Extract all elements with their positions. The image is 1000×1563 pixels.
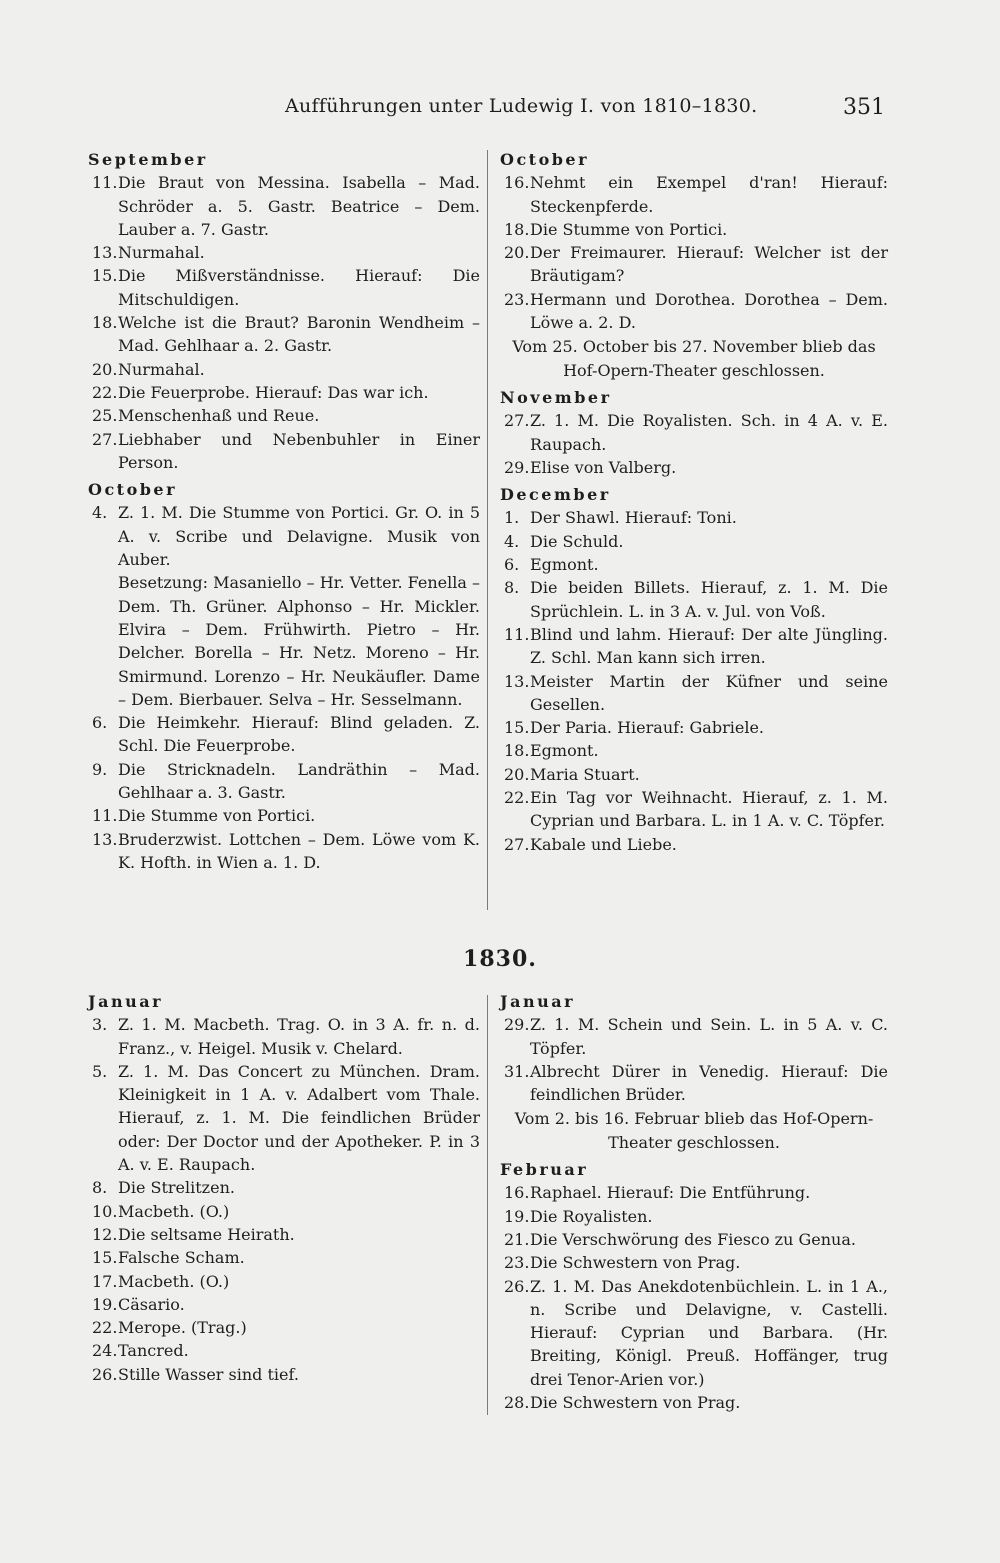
date-number: 13. xyxy=(92,243,118,263)
section1-left-column xyxy=(88,148,480,874)
month-heading: September xyxy=(88,150,208,169)
entry-text: Der Shawl. Hierauf: Toni. xyxy=(530,508,737,528)
performance-entry xyxy=(500,1228,888,1251)
entry-text: Stille Wasser sind tief. xyxy=(118,1364,299,1384)
month-heading: November xyxy=(500,387,612,407)
entry-text: Die Stumme von Portici. xyxy=(118,806,316,826)
performance-entry xyxy=(500,833,888,856)
performance-entry xyxy=(500,716,888,739)
date-number: 25. xyxy=(92,406,118,426)
running-header: Aufführungen unter Ludewig I. von 1810–1830. xyxy=(285,95,758,117)
date-number: 11. xyxy=(92,806,118,826)
entry-text: Die Heimkehr. Hierauf: Blind geladen. Z. Schl. Die Feuerprobe. xyxy=(118,713,480,756)
entry-text: Bruderzwist. Lottchen – Dem. Löwe vom K. K. Hofth. in Wien a. 1. D. xyxy=(118,829,480,872)
performance-entry xyxy=(500,1205,888,1228)
entry-text: Die Stumme von Portici. xyxy=(530,219,728,239)
entry-text: Welche ist die Braut? Baronin Wendheim – Mad. Gehlhaar a. 2. Gastr. xyxy=(118,313,480,356)
month-heading: October xyxy=(88,480,178,500)
date-number: 20. xyxy=(504,764,530,784)
performance-entry xyxy=(88,1200,480,1223)
date-number: 15. xyxy=(92,1248,118,1268)
performance-entry xyxy=(88,381,480,404)
closure-note: Vom 2. bis 16. Februar blieb das Hof-Opern-Theater geschlossen. xyxy=(514,1109,874,1152)
date-number: 27. xyxy=(504,834,530,854)
date-number: 21. xyxy=(504,1229,530,1249)
entry-text: Nehmt ein Exempel d'ran! Hierauf: Steckenpferde. xyxy=(530,173,888,216)
date-number: 26. xyxy=(504,1276,530,1296)
entry-text: Merope. (Trag.) xyxy=(118,1318,247,1338)
date-number: 6. xyxy=(504,555,520,575)
performance-entry xyxy=(88,1176,480,1199)
date-number: 27. xyxy=(92,429,118,449)
entry-text: Cäsario. xyxy=(118,1294,185,1314)
entry-text: Der Freimaurer. Hierauf: Welcher ist der Bräutigam? xyxy=(530,243,888,286)
performance-entry xyxy=(500,739,888,762)
performance-entry xyxy=(500,288,888,335)
entry-text: Der Paria. Hierauf: Gabriele. xyxy=(530,718,764,738)
date-number: 22. xyxy=(92,382,118,402)
cast-list xyxy=(88,571,480,711)
date-number: 27. xyxy=(504,411,530,431)
date-number: 23. xyxy=(504,1253,530,1273)
date-number: 9. xyxy=(92,759,108,779)
performance-entry xyxy=(500,786,888,833)
date-number: 22. xyxy=(504,788,530,808)
entry-text: Meister Martin der Küfner und seine Gesellen. xyxy=(530,671,888,714)
date-number: 28. xyxy=(504,1393,530,1413)
performance-entry xyxy=(500,506,888,529)
performance-entry xyxy=(88,1223,480,1246)
entry-text: Ein Tag vor Weihnacht. Hierauf, z. 1. M. Cyprian und Barbara. L. in 1 A. v. C. Töpfer. xyxy=(530,788,888,831)
performance-entry xyxy=(500,763,888,786)
date-number: 11. xyxy=(92,173,118,193)
column-divider xyxy=(487,995,488,1415)
performance-entry xyxy=(88,758,480,805)
entry-text: Die Braut von Messina. Isabella – Mad. Schröder a. 5. Gastr. Beatrice – Dem. Lauber a. 7. Gastr. xyxy=(118,173,480,239)
closure-note: Vom 25. October bis 27. November blieb das Hof-Opern-Theater geschlossen. xyxy=(512,337,876,380)
date-number: 18. xyxy=(504,741,530,761)
date-number: 18. xyxy=(92,313,118,333)
performance-entry xyxy=(88,428,480,475)
date-number: 11. xyxy=(504,624,530,644)
entry-text: Die Feuerprobe. Hierauf: Das war ich. xyxy=(118,382,429,402)
month-heading: October xyxy=(500,150,590,169)
entry-text: Die Stricknadeln. Landräthin – Mad. Gehlhaar a. 3. Gastr. xyxy=(118,759,480,803)
entry-text: Z. 1. M. Das Concert zu München. Dram. Kleinigkeit in 1 A. v. Adalbert vom Thale. Hierauf, z. 1. M. Die feindlichen Brüder oder: Der Doctor und der Apotheker. P. in 3 A. v. E. Raupach. xyxy=(118,1061,480,1175)
year-heading: 1830. xyxy=(463,946,537,972)
date-number: 29. xyxy=(504,1015,530,1035)
date-number: 4. xyxy=(92,503,108,523)
date-number: 17. xyxy=(92,1271,118,1291)
entry-text: Z. 1. M. Die Stumme von Portici. Gr. O. in 5 A. v. Scribe und Delavigne. Musik von Auber. xyxy=(118,503,480,570)
entry-text: Kabale und Liebe. xyxy=(530,834,677,854)
date-number: 8. xyxy=(92,1178,108,1198)
date-number: 19. xyxy=(504,1206,530,1226)
entry-text: Blind und lahm. Hierauf: Der alte Jüngling. Z. Schl. Man kann sich irren. xyxy=(530,624,888,668)
performance-entry xyxy=(88,1293,480,1316)
performance-entry xyxy=(500,409,888,456)
entry-text: Die Royalisten. xyxy=(530,1206,653,1226)
section1-right-column xyxy=(500,148,888,856)
entry-text: Maria Stuart. xyxy=(530,764,640,784)
date-number: 26. xyxy=(92,1364,118,1384)
performance-entry xyxy=(500,456,888,479)
date-number: 4. xyxy=(504,531,520,551)
performance-entry xyxy=(88,1316,480,1339)
performance-entry xyxy=(500,553,888,576)
date-number: 8. xyxy=(504,578,520,598)
entry-text: Macbeth. (O.) xyxy=(118,1201,230,1221)
performance-entry xyxy=(88,264,480,311)
date-number: 15. xyxy=(92,266,118,286)
performance-entry xyxy=(88,828,480,875)
month-heading: Januar xyxy=(500,992,575,1011)
date-number: 29. xyxy=(504,457,530,477)
performance-entry xyxy=(500,241,888,288)
performance-entry xyxy=(88,804,480,827)
entry-text: Die Schwestern von Prag. xyxy=(530,1393,741,1413)
entry-text: Die Strelitzen. xyxy=(118,1178,235,1198)
entry-text: Z. 1. M. Das Anekdotenbüchlein. L. in 1 A., n. Scribe und Delavigne, v. Castelli. Hierauf: Cyprian und Barbara. (Hr. Breiting, Königl. Preuß. Hoffänger, trug drei Tenor-Arien vor.) xyxy=(530,1276,888,1389)
performance-entry xyxy=(88,1246,480,1269)
performance-entry xyxy=(500,1060,888,1107)
performance-entry xyxy=(88,1339,480,1362)
entry-text: Menschenhaß und Reue. xyxy=(118,406,320,426)
date-number: 15. xyxy=(504,718,530,738)
performance-entry xyxy=(500,1251,888,1274)
date-number: 20. xyxy=(504,243,530,263)
entry-text: Liebhaber und Nebenbuhler in Einer Person. xyxy=(118,429,480,472)
entry-text: Egmont. xyxy=(530,741,599,761)
date-number: 13. xyxy=(92,829,118,849)
date-number: 19. xyxy=(92,1294,118,1314)
entry-text: Die Schuld. xyxy=(530,531,624,551)
entry-text: Nurmahal. xyxy=(118,243,205,263)
date-number: 23. xyxy=(504,289,530,309)
month-heading: December xyxy=(500,485,611,505)
performance-entry xyxy=(500,1013,888,1060)
entry-text: Besetzung: Masaniello – Hr. Vetter. Fenella – Dem. Th. Grüner. Alphonso – Hr. Mickler. Elvira – Dem. Frühwirth. Pietro – Hr. Delcher. Borella – Hr. Netz. Moreno – Hr. Smirmund. Lorenzo – Hr. Neukäufler. Dame – Dem. Bierbauer. Selva – Hr. Sesselmann. xyxy=(118,573,480,709)
date-number: 6. xyxy=(92,713,108,733)
date-number: 20. xyxy=(92,359,118,379)
performance-entry xyxy=(88,358,480,381)
performance-entry xyxy=(500,1275,888,1391)
section2-left-column xyxy=(88,990,480,1386)
performance-entry xyxy=(88,1270,480,1293)
entry-text: Tancred. xyxy=(118,1341,189,1361)
performance-entry xyxy=(88,1060,480,1176)
entry-text: Die Mißverständnisse. Hierauf: Die Mitschuldigen. xyxy=(118,266,480,309)
entry-text: Macbeth. (O.) xyxy=(118,1271,230,1291)
date-number: 1. xyxy=(504,508,520,528)
performance-entry xyxy=(500,1391,888,1414)
performance-entry xyxy=(500,670,888,717)
entry-text: Die seltsame Heirath. xyxy=(118,1224,295,1244)
performance-entry xyxy=(88,501,480,571)
performance-entry xyxy=(88,711,480,758)
entry-text: Die Schwestern von Prag. xyxy=(530,1253,741,1273)
date-number: 16. xyxy=(504,173,530,193)
performance-entry xyxy=(500,1181,888,1204)
performance-entry xyxy=(500,576,888,623)
entry-text: Nurmahal. xyxy=(118,359,205,379)
date-number: 16. xyxy=(504,1183,530,1203)
date-number: 12. xyxy=(92,1224,118,1244)
entry-text: Albrecht Dürer in Venedig. Hierauf: Die feindlichen Brüder. xyxy=(530,1061,888,1105)
performance-entry xyxy=(500,171,888,218)
entry-text: Die beiden Billets. Hierauf, z. 1. M. Die Sprüchlein. L. in 3 A. v. Jul. von Voß. xyxy=(530,578,888,621)
month-heading: Februar xyxy=(500,1160,589,1180)
performance-entry xyxy=(500,623,888,670)
performance-entry xyxy=(88,1363,480,1386)
performance-entry xyxy=(88,241,480,264)
entry-text: Z. 1. M. Schein und Sein. L. in 5 A. v. C. Töpfer. xyxy=(530,1015,888,1058)
date-number: 13. xyxy=(504,671,530,691)
entry-text: Elise von Valberg. xyxy=(530,457,677,477)
date-number: 5. xyxy=(92,1061,108,1081)
date-number: 3. xyxy=(92,1015,108,1035)
date-number: 24. xyxy=(92,1341,118,1361)
performance-entry xyxy=(88,171,480,241)
performance-entry xyxy=(500,530,888,553)
entry-text: Hermann und Dorothea. Dorothea – Dem. Löwe a. 2. D. xyxy=(530,289,888,333)
performance-entry xyxy=(88,1013,480,1060)
performance-entry xyxy=(500,218,888,241)
entry-text: Die Verschwörung des Fiesco zu Genua. xyxy=(530,1229,856,1249)
date-number: 22. xyxy=(92,1318,118,1338)
page-number: 351 xyxy=(843,95,885,120)
month-heading: Januar xyxy=(88,992,163,1011)
performance-entry xyxy=(88,311,480,358)
entry-text: Z. 1. M. Die Royalisten. Sch. in 4 A. v. E. Raupach. xyxy=(530,411,888,454)
performance-entry xyxy=(88,404,480,427)
date-number: 31. xyxy=(504,1061,530,1081)
entry-text: Raphael. Hierauf: Die Entführung. xyxy=(530,1183,811,1203)
date-number: 10. xyxy=(92,1201,118,1221)
section2-right-column xyxy=(500,990,888,1414)
entry-text: Z. 1. M. Macbeth. Trag. O. in 3 A. fr. n. d. Franz., v. Heigel. Musik v. Chelard. xyxy=(118,1015,480,1058)
entry-text: Falsche Scham. xyxy=(118,1248,245,1268)
date-number: 18. xyxy=(504,219,530,239)
entry-text: Egmont. xyxy=(530,555,599,575)
column-divider xyxy=(487,150,488,910)
